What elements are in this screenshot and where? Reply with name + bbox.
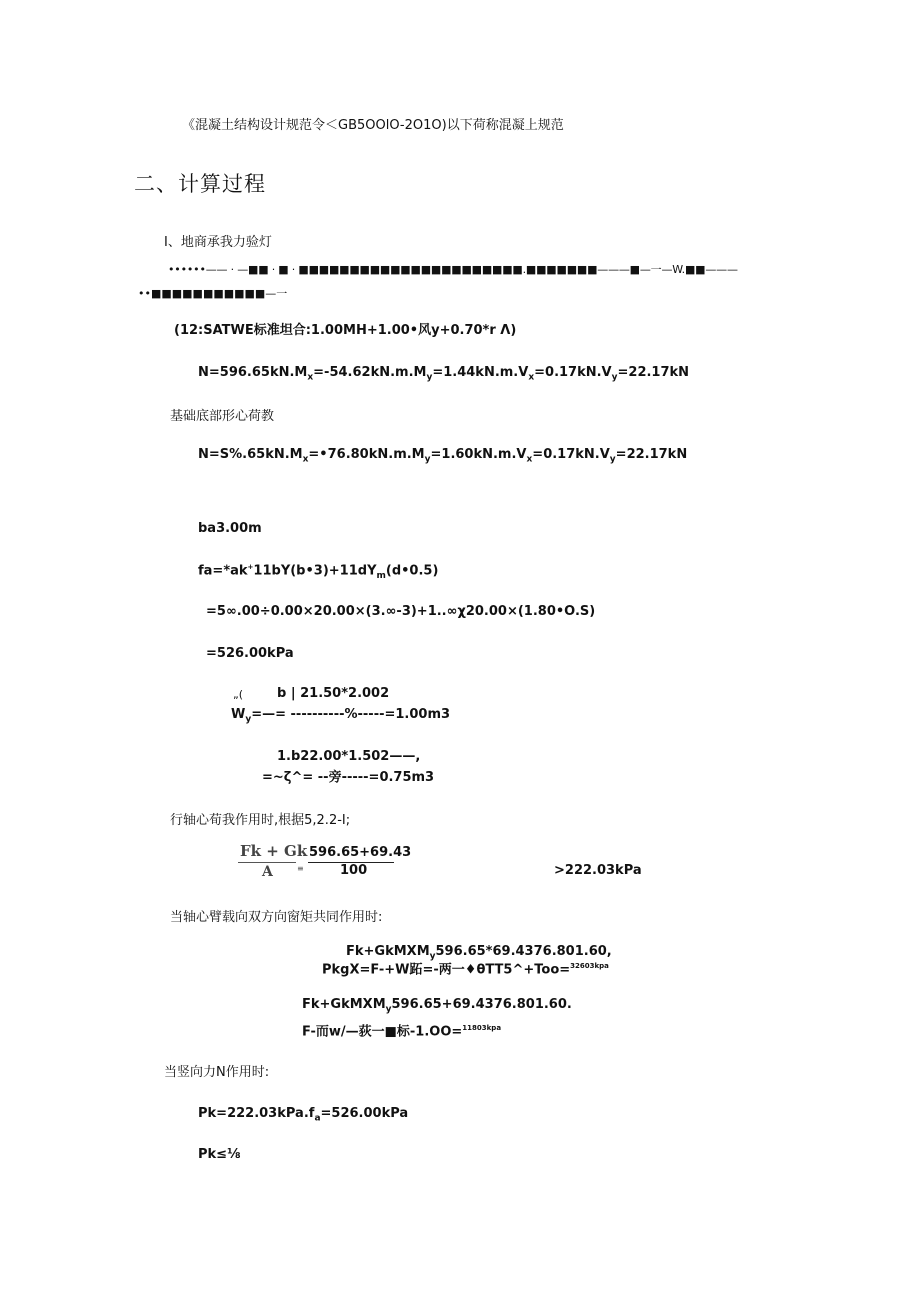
noise-line-2: ••■■■■■■■■■■■—一 [138,287,288,300]
biaxial-2-sup: 11803kpa [462,1024,502,1032]
loads-1-vy: =22.17kN [617,365,690,380]
fa-formula-a: fa=*ak [198,563,248,579]
pk-line-sub: a [314,1113,321,1124]
axial-fraction-bar [238,862,296,863]
biaxial-1-sup: 32603kpa [570,962,609,970]
section-title: 二、计算过程 [134,172,266,196]
loads-2-mx-sub: x [302,454,309,465]
axial-load-label: 行轴心荀我作用时,根据5,2.2-I; [170,813,351,828]
fa-formula-plus: + [247,563,254,571]
loads-1-vy-sub: y [611,372,618,383]
loads-base [198,448,687,465]
axial-result: >222.03kPa [554,863,642,878]
biaxial-1-bottom-a: PkgX=F-+W跖=-两一♦θTT5^+Too= [322,962,571,978]
vertical-load-label: 当竖向力N作用时: [164,1065,270,1080]
noise-line-1: ••••••—— · —■■ · ■ · ■■■■■■■■■■■■■■■■■■■■■■.■■■■■■■———■—一—W.■■——— [168,263,738,276]
biaxial-1-top-rest: 596.65*69.4376.801.60, [435,944,612,959]
loads-1-n: N=596.65kN.M [198,365,308,380]
fa-formula-c: (d•0.5) [385,563,439,579]
biaxial-1-top-sub: y [429,951,436,962]
loads-1-mx: =-54.62kN.m.M [313,365,427,380]
wy-sub: y [245,714,252,725]
biaxial-1-top [346,945,612,962]
base-width-value: ba3.00m [198,521,262,536]
biaxial-2-bottom [302,1024,501,1040]
biaxial-2-top [302,998,572,1015]
loads-2-vy-sub: y [609,454,616,465]
wx-bottom: =~ζ^= --旁-----=0.75m3 [262,770,435,785]
axial-fraction-numerator: Fk + Gk [240,842,308,860]
biaxial-1-bottom [322,962,609,978]
wy-label: W [231,707,246,722]
biaxial-label: 当轴心臂载向双方向窗矩共同作用时: [170,910,383,925]
biaxial-2-top-a: Fk+GkMXM [302,997,386,1012]
loads-2-vy: =22.17kN [615,447,688,462]
pk-line-b: =526.00kPa [320,1106,409,1121]
loads-2-mx: =•76.80kN.m.M [308,447,425,462]
loads-2-vx-sub: x [526,454,533,465]
wy-rest: =—= ----------%-----=1.00m3 [251,707,451,722]
fa-formula-sub-m: m [376,570,386,581]
fa-calculation: =5∞.00÷0.00×20.00×(3.∞-3)+1..∞χ20.00×(1.80•O.S) [206,604,596,619]
loads-1-vx: =0.17kN.V [534,365,612,380]
wy-line [231,708,450,725]
pk-line-a: Pk=222.03kPa.f [198,1106,315,1121]
axial-fraction-denominator: A [262,864,273,880]
reference-standard-line: 《混凝土结构设计规范令＜GB5OOlO-2O1O)以下荷称混凝上规范 [182,118,564,133]
wy-top-left: „( [233,688,243,701]
biaxial-1-top-a: Fk+GkMXM [346,944,430,959]
loads-1-my: =1.44kN.m.V [432,365,529,380]
load-combination-line: (12:SATWE标准坦合:1.00MH+1.00•风y+0.70*r Λ) [174,323,517,338]
loads-1-vx-sub: x [528,372,535,383]
axial-num-value: 596.65+69.43 [309,845,412,860]
wy-top-right: b | 21.50*2.002 [277,686,390,701]
loads-2-vx: =0.17kN.V [532,447,610,462]
fa-formula [198,563,438,581]
biaxial-2-bottom-a: F-而w/—荻一■标-1.OO= [302,1024,463,1040]
wx-top: 1.b22.00*1.502——, [277,749,421,764]
biaxial-2-top-rest: 596.65+69.4376.801.60. [391,997,572,1012]
subsection-title: I、地商承我力验灯 [164,235,272,250]
axial-eq-sign: ≡ [297,864,304,873]
pk-check: Pk≤⅛ [198,1147,241,1162]
loads-2-my: =1.60kN.m.V [430,447,527,462]
axial-den-value: 100 [340,863,368,878]
loads-2-n: N=S%.65kN.M [198,447,303,462]
loads-top-center [198,366,689,383]
fa-formula-b: 11bY(b•3)+11dY [253,563,377,579]
biaxial-2-top-sub: y [385,1004,392,1015]
loads-2-my-sub: y [424,454,431,465]
pk-line [198,1107,408,1124]
fa-result: =526.00kPa [206,646,294,661]
base-centroid-label: 基础底部形心荷教 [170,409,275,424]
loads-1-mx-sub: x [307,372,314,383]
loads-1-my-sub: y [426,372,433,383]
